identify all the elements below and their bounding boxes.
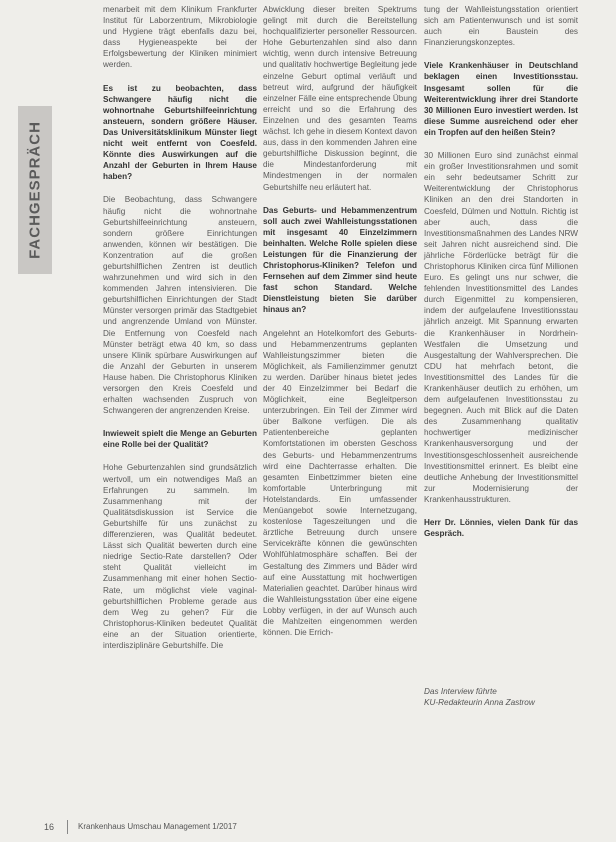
closing-remark: Herr Dr. Lönnies, vielen Dank für das Gespräch. xyxy=(424,518,578,539)
interview-question: Inwieweit spielt die Menge an Geburten eine Rolle bei der Qualität? xyxy=(103,429,257,450)
answer-paragraph: Abwicklung dieser breiten Spektrums gelingt mit durch die Bereitstellung hochqualifizierter personeller Ressourcen. Hohe Geburtenzahlen sind also dann wichtig, wenn durch intensive Betreuung und qualitativ hochwertige Begleitung jede einzelne Geburt optimal verläuft und betreut wird, aufgrund der häufigkeit einzelner Fälle eine entsprechende Übung erreicht und so die Erfahrung des Einzelnen und des gesamten Teams wächst. Ich gehe in diesem Kontext davon aus, dass in den kommenden Jahren eine geburtshilfliche Diskussion beginnt, die die Mindestanforderung mit Mindestmengen in der normalen Geburtshilfe neu erläutert hat. xyxy=(263,5,417,192)
author-signoff xyxy=(424,686,578,708)
page-footer xyxy=(36,822,596,838)
answer-paragraph: menarbeit mit dem Klinikum Frankfurter Institut für Laborzentrum, Mikrobiologie und Hygiene trägt ebenfalls dazu bei, dass Hygieneaspekte bei der Erfolgsbewertung der Kliniken minimiert werden. xyxy=(103,5,257,70)
interview-question: Es ist zu beobachten, dass Schwangere häufig nicht die wohnortnahe Geburtshilfeeinrichtung ansteuern, sondern größere Häuser. Das Universitätsklinikum Münster liegt nicht weit entfernt von Coesfeld. Könnte dies Auswirkungen auf die Anzahl der Geburten in Ihrem Hause haben? xyxy=(103,83,257,182)
footer-divider xyxy=(67,820,68,834)
section-tab-label: FACHGESPRÄCH xyxy=(26,121,44,259)
answer-paragraph: Angelehnt an Hotelkomfort des Geburts- und Hebammenzentrums geplanten Wahlleistungszimmer bieten die Möglichkeit, als Familienzimmer genutzt zu werden. Darüber hinaus bietet jedes der 40 Einzelzimmer bei Bedarf die Möglichkeit, eine Begleitperson unterzubringen. Ein Teil der Zimmer wird über Balkone verfügen. Die als Patientenbereiche geplanten Komfortstationen im obersten Geschoss des Geburts- und Hebammenzentrums wird eine Dachterrasse erhalten. Die gesamten Einbettzimmer bieten eine komfortable Unterbringung mit Hotelstandards. Ein umfassender Menüangebot sowie Internetzugang, kostenlose Tageszeitungen und die ärztliche Betreuung durch unsere Servicekräfte können die gewünschten Wohlfühlatmosphäre schaffen. Bei der Gestaltung des Zimmers und Bäder wird auf eine Ausstattung mit hochwertigen Materialien geachtet. Darüber hinaus wird die Wahlleistungsstation über eine eigene Lobby verfügen, in der auf Wunsch auch die Mahlzeiten eingenommen werden können. Die Errich- xyxy=(263,328,417,638)
signoff-author: KU-Redakteurin Anna Zastrow xyxy=(424,698,535,707)
signoff-line: Das Interview führte xyxy=(424,687,497,696)
interview-question: Das Geburts- und Hebammenzentrum soll auch zwei Wahlleistungsstationen mit insgesamt 40 Einzelzimmern beinhalten. Welche Rolle spielen diese Leistungen für die Finanzierung der Christophorus-Kliniken? Telefon und Fernsehen auf dem Zimmer sind heute fast schon Standard. Welche Dienstleistung bieten Sie darüber hinaus an? xyxy=(263,205,417,315)
answer-paragraph: 30 Millionen Euro sind zunächst einmal ein großer Investitionsrahmen und somit ein sehr bedeutsamer Schritt zur Weiterentwicklung der Christophorus Kliniken an den drei Standorten in Coesfeld, Dülmen und Nottuln. Richtig ist aber auch, dass die Investitionsmaßnahmen des Landes NRW seit Jahren nicht ausreichend sind. Die jährliche Förderlücke beträgt für die Christophorus Kliniken circa fünf Millionen Euro. Es gelingt uns nur schwer, die fehlenden Investitionsmittel des Landes durch Eigenmittel zu kompensieren, indem der aufgelaufene Investitionsstau jährlich anzeigt. Mit Spannung erwarten die Krankenhäuser in Nordrhein-Westfalen die Umsetzung und Ausgestaltung der Wahlversprechen. Die CDU hat mehrfach betont, die Investitionsmittel des Landes für die Krankenhäuser deutlich zu erhöhen, um dem aufgelaufenen Investitionsstau zu begegnen. Auch mit Blick auf die Daten des Zusammenhang qualitativ hochwertiger medizinischer Krankenhausversorgung und der Investitionsgeschlossenheit ausreichende Investitionsmittel erinnert. Es bleibt eine deutliche Anhebung der Investitionsmittel zur Modernisierung der Krankenhausstrukturen. xyxy=(424,151,578,504)
answer-paragraph: tung der Wahlleistungsstation orientiert sich am Patientenwunsch und ist somit auch ein Baustein des Finanzierungskonzeptes. xyxy=(424,5,578,48)
text-column-3 xyxy=(424,4,578,539)
text-column-1 xyxy=(103,4,257,799)
answer-paragraph: Hohe Geburtenzahlen sind grundsätzlich wertvoll, um ein notwendiges Maß an Erfahrungen zu sammeln. Im Zusammenhang mit der Qualitätsdiskussion ist Service die Geburtshilfe für uns zunächst zu differenzieren, was Qualität bedeutet. Lässt sich Qualität bewerten durch eine niedrige Sectio-Rate darstellen? Oder steht Qualität vielleicht im Zusammenhang mit einer hohen Sectio-Rate, um möglichst viele vaginal-geburtshilflichen Probleme gerade aus dem Weg zu gehen? Für die Christophorus-Kliniken bedeutet Qualität eine an der Situation orientierte, interdisziplinäre Geburtshilfe. Die xyxy=(103,463,257,650)
page-number: 16 xyxy=(44,822,55,832)
magazine-issue: Krankenhaus Umschau Management 1/2017 xyxy=(78,822,237,831)
interview-question: Viele Krankenhäuser in Deutschland beklagen einen Investitionsstau. Insgesamt sollen für die Weiterentwicklung ihrer drei Standorte 30 Millionen Euro investiert werden. Ist diese Summe ausreichend oder eher ein Tropfen auf den heißen Stein? xyxy=(424,61,578,137)
text-column-2 xyxy=(263,4,417,779)
answer-paragraph: Die Beobachtung, dass Schwangere häufig nicht die wohnortnahe Geburtshilfeeinrichtung ansteuern, sondern größere Einrichtungen anwenden, können wir bestätigen. Die Konzentration auf die großen geburtshilflichen Zentren ist deutlich wahrzunehmen und wird sich in den kommenden Jahren intensivieren. Die geburtshilflichen Einrichtungen der Stadt Münster versorgen primär das Stadtgebiet und angrenzende Umland von Münster. Die Entfernung von Coesfeld nach Münster beträgt etwa 40 km, so dass unsere Klinik spürbare Auswirkungen auf die Anzahl der Geburten in unserem Hause haben. Die Christophorus Kliniken versorgen den Kreis Coesfeld und erhalten wachsenden Zuspruch von Schwangeren der angrenzenden Kreise. xyxy=(103,195,257,416)
section-tab xyxy=(18,106,52,274)
